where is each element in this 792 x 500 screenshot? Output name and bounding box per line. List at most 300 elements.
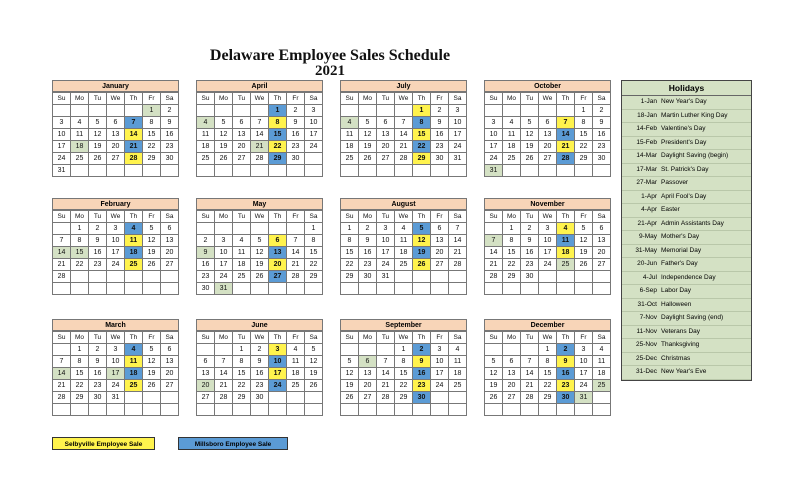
day-cell: 16: [557, 368, 575, 380]
empty-cell: [89, 283, 107, 295]
day-cell: 29: [269, 153, 287, 165]
day-cell: 10: [215, 247, 233, 259]
holiday-row: [622, 353, 751, 367]
day-cell: 25: [233, 271, 251, 283]
weekday-label: Sa: [593, 211, 611, 223]
day-cell: 11: [197, 129, 215, 141]
day-cell: 16: [89, 368, 107, 380]
holiday-row: [622, 164, 751, 178]
day-cell: 4: [593, 344, 611, 356]
holiday-date: 1-Jan: [640, 98, 657, 105]
weekday-label: Mo: [71, 93, 89, 105]
empty-cell: [233, 283, 251, 295]
day-cell: 13: [431, 235, 449, 247]
empty-cell: [395, 165, 413, 177]
day-cell: 18: [503, 141, 521, 153]
day-cell: 3: [107, 344, 125, 356]
day-cell: 19: [305, 368, 323, 380]
holiday-date: 21-Apr: [637, 219, 657, 227]
month-calendar: [340, 319, 467, 416]
empty-cell: [287, 392, 305, 404]
weekday-label: Mo: [359, 93, 377, 105]
day-cell: 15: [575, 129, 593, 141]
empty-cell: [449, 283, 467, 295]
day-cell: 12: [575, 235, 593, 247]
day-cell: 1: [143, 105, 161, 117]
day-cell: 8: [395, 356, 413, 368]
day-cell: 21: [395, 141, 413, 153]
day-cell: 30: [413, 392, 431, 404]
day-cell: 31: [575, 392, 593, 404]
day-cell: 25: [125, 380, 143, 392]
weekday-label: Th: [557, 93, 575, 105]
day-cell: 5: [305, 344, 323, 356]
day-cell: 3: [215, 235, 233, 247]
day-cell: 6: [161, 223, 179, 235]
day-cell: 3: [305, 105, 323, 117]
day-cell: 10: [449, 117, 467, 129]
day-cell: 1: [71, 344, 89, 356]
empty-cell: [107, 105, 125, 117]
empty-cell: [395, 283, 413, 295]
day-cell: 27: [197, 392, 215, 404]
empty-cell: [215, 223, 233, 235]
day-cell: 4: [503, 117, 521, 129]
day-cell: 18: [341, 141, 359, 153]
day-cell: 13: [377, 129, 395, 141]
day-cell: 24: [107, 380, 125, 392]
day-cell: 30: [521, 271, 539, 283]
day-cell: 9: [197, 247, 215, 259]
day-cell: 27: [161, 259, 179, 271]
day-cell: 16: [593, 129, 611, 141]
holiday-name: Daylight Saving (end): [661, 314, 724, 321]
weekday-label: Su: [197, 332, 215, 344]
day-cell: 31: [377, 271, 395, 283]
day-cell: 12: [485, 368, 503, 380]
holiday-name: Valentine's Day: [661, 125, 706, 132]
weekday-label: Sa: [305, 93, 323, 105]
weekday-label: Mo: [71, 332, 89, 344]
empty-cell: [269, 404, 287, 416]
weekday-label: Tu: [521, 211, 539, 223]
weekday-label: Fr: [575, 211, 593, 223]
day-cell: 24: [431, 380, 449, 392]
day-cell: 26: [485, 392, 503, 404]
holiday-date: 27-Mar: [636, 179, 657, 186]
weekday-label: Su: [341, 332, 359, 344]
weekday-label: Mo: [503, 93, 521, 105]
day-cell: 26: [251, 271, 269, 283]
empty-cell: [503, 404, 521, 416]
day-cell: 15: [71, 368, 89, 380]
empty-cell: [377, 105, 395, 117]
empty-cell: [557, 283, 575, 295]
empty-cell: [233, 404, 251, 416]
weekday-label: Mo: [215, 93, 233, 105]
day-cell: 10: [377, 235, 395, 247]
day-cell: 3: [269, 344, 287, 356]
weekday-label: Sa: [449, 93, 467, 105]
holiday-row: [622, 218, 751, 232]
day-cell: 21: [377, 380, 395, 392]
day-cell: 18: [233, 259, 251, 271]
day-cell: 30: [593, 153, 611, 165]
empty-cell: [377, 165, 395, 177]
empty-cell: [503, 283, 521, 295]
weekday-label: Th: [125, 93, 143, 105]
weekday-label: Sa: [161, 211, 179, 223]
day-cell: 21: [287, 259, 305, 271]
day-cell: 10: [305, 117, 323, 129]
empty-cell: [413, 271, 431, 283]
empty-cell: [71, 404, 89, 416]
empty-cell: [539, 404, 557, 416]
day-cell: 26: [215, 153, 233, 165]
day-cell: 12: [251, 247, 269, 259]
day-cell: 15: [269, 129, 287, 141]
day-cell: 19: [485, 380, 503, 392]
day-cell: 9: [89, 235, 107, 247]
empty-cell: [269, 392, 287, 404]
weekday-label: Mo: [503, 211, 521, 223]
empty-cell: [359, 344, 377, 356]
day-cell: 22: [575, 141, 593, 153]
day-cell: 10: [539, 235, 557, 247]
empty-cell: [251, 105, 269, 117]
holiday-name: St. Patrick's Day: [661, 165, 709, 173]
day-cell: 30: [251, 392, 269, 404]
day-cell: 22: [341, 259, 359, 271]
day-cell: 22: [305, 259, 323, 271]
day-cell: 15: [503, 247, 521, 259]
weekday-label: Tu: [89, 211, 107, 223]
weekday-label: Th: [413, 211, 431, 223]
empty-cell: [431, 404, 449, 416]
holiday-row: [622, 204, 751, 218]
weekday-label: Mo: [503, 332, 521, 344]
empty-cell: [53, 105, 71, 117]
empty-cell: [395, 105, 413, 117]
day-cell: 18: [197, 141, 215, 153]
day-cell: 6: [233, 117, 251, 129]
empty-cell: [557, 404, 575, 416]
day-cell: 23: [593, 141, 611, 153]
day-cell: 21: [485, 259, 503, 271]
holiday-row: [622, 231, 751, 245]
day-cell: 27: [233, 153, 251, 165]
weekday-label: Fr: [287, 332, 305, 344]
day-cell: 8: [305, 235, 323, 247]
day-cell: 20: [593, 247, 611, 259]
day-cell: 11: [233, 247, 251, 259]
weekday-label: Su: [341, 211, 359, 223]
weekday-label: We: [107, 93, 125, 105]
empty-cell: [521, 404, 539, 416]
weekday-label: We: [251, 332, 269, 344]
day-cell: 14: [251, 129, 269, 141]
day-cell: 4: [449, 344, 467, 356]
month-header: April: [196, 80, 323, 92]
empty-cell: [125, 105, 143, 117]
empty-cell: [557, 105, 575, 117]
day-cell: 31: [449, 153, 467, 165]
holiday-name: Martin Luther King Day: [661, 111, 728, 119]
day-cell: 13: [197, 368, 215, 380]
empty-cell: [431, 392, 449, 404]
day-cell: 2: [593, 105, 611, 117]
day-cell: 11: [341, 129, 359, 141]
day-cell: 23: [89, 380, 107, 392]
day-cell: 2: [89, 344, 107, 356]
day-cell: 3: [377, 223, 395, 235]
weekday-label: Mo: [215, 332, 233, 344]
weekday-label: Fr: [287, 93, 305, 105]
holiday-date: 20-Jun: [637, 260, 657, 267]
empty-cell: [359, 404, 377, 416]
day-cell: 20: [233, 141, 251, 153]
day-cell: 11: [557, 235, 575, 247]
weekday-label: We: [395, 211, 413, 223]
day-cell: 7: [215, 356, 233, 368]
empty-cell: [395, 271, 413, 283]
day-cell: 21: [521, 380, 539, 392]
empty-cell: [539, 271, 557, 283]
holiday-date: 15-Feb: [636, 138, 657, 146]
day-cell: 24: [575, 380, 593, 392]
holiday-row: [622, 272, 751, 286]
weekday-label: Fr: [143, 211, 161, 223]
month-header: September: [340, 319, 467, 331]
day-cell: 1: [539, 344, 557, 356]
empty-cell: [125, 392, 143, 404]
day-cell: 17: [575, 368, 593, 380]
day-cell: 6: [431, 223, 449, 235]
empty-cell: [431, 165, 449, 177]
empty-cell: [71, 105, 89, 117]
day-cell: 31: [485, 165, 503, 177]
empty-cell: [215, 404, 233, 416]
day-cell: 11: [503, 129, 521, 141]
day-cell: 2: [287, 105, 305, 117]
weekday-label: Fr: [431, 211, 449, 223]
day-cell: 29: [305, 271, 323, 283]
day-cell: 6: [377, 117, 395, 129]
weekday-label: We: [539, 332, 557, 344]
day-cell: 13: [539, 129, 557, 141]
weekday-label: We: [539, 211, 557, 223]
empty-cell: [53, 223, 71, 235]
empty-cell: [305, 392, 323, 404]
day-cell: 5: [251, 235, 269, 247]
holiday-date: 4-Apr: [641, 206, 657, 213]
empty-cell: [557, 271, 575, 283]
day-cell: 20: [431, 247, 449, 259]
day-cell: 7: [53, 235, 71, 247]
day-cell: 28: [53, 271, 71, 283]
day-cell: 17: [485, 141, 503, 153]
holidays-panel: [621, 80, 752, 381]
day-cell: 29: [71, 392, 89, 404]
empty-cell: [197, 165, 215, 177]
weekday-label: Tu: [377, 211, 395, 223]
empty-cell: [521, 344, 539, 356]
day-cell: 14: [53, 368, 71, 380]
weekday-label: Fr: [431, 332, 449, 344]
day-cell: 25: [449, 380, 467, 392]
day-cell: 23: [431, 141, 449, 153]
day-cell: 12: [359, 129, 377, 141]
empty-cell: [215, 344, 233, 356]
day-cell: 19: [89, 141, 107, 153]
day-cell: 25: [287, 380, 305, 392]
day-cell: 4: [395, 223, 413, 235]
day-cell: 10: [575, 356, 593, 368]
day-cell: 29: [233, 392, 251, 404]
day-cell: 15: [341, 247, 359, 259]
holiday-row: [622, 299, 751, 313]
weekday-label: Mo: [215, 211, 233, 223]
day-cell: 8: [575, 117, 593, 129]
day-cell: 23: [89, 259, 107, 271]
day-cell: 23: [161, 141, 179, 153]
day-cell: 19: [251, 259, 269, 271]
weekday-label: Su: [53, 332, 71, 344]
day-cell: 13: [593, 235, 611, 247]
holiday-row: [622, 150, 751, 164]
empty-cell: [413, 404, 431, 416]
day-cell: 28: [557, 153, 575, 165]
day-cell: 17: [539, 247, 557, 259]
holiday-date: 18-Jan: [637, 111, 657, 119]
day-cell: 27: [539, 153, 557, 165]
empty-cell: [197, 344, 215, 356]
empty-cell: [107, 404, 125, 416]
day-cell: 13: [161, 235, 179, 247]
empty-cell: [161, 271, 179, 283]
day-cell: 27: [359, 392, 377, 404]
day-cell: 29: [503, 271, 521, 283]
day-cell: 20: [377, 141, 395, 153]
day-cell: 26: [413, 259, 431, 271]
day-cell: 22: [395, 380, 413, 392]
holiday-name: Independence Day: [661, 273, 716, 281]
day-cell: 3: [53, 117, 71, 129]
empty-cell: [197, 105, 215, 117]
day-cell: 8: [269, 117, 287, 129]
day-cell: 1: [395, 344, 413, 356]
holiday-date: 31-Oct: [637, 300, 657, 308]
day-cell: 4: [197, 117, 215, 129]
day-cell: 9: [557, 356, 575, 368]
day-cell: 15: [71, 247, 89, 259]
empty-cell: [431, 283, 449, 295]
day-cell: 24: [485, 153, 503, 165]
empty-cell: [359, 105, 377, 117]
weekday-label: Tu: [233, 211, 251, 223]
empty-cell: [377, 344, 395, 356]
month-header: January: [52, 80, 179, 92]
empty-cell: [557, 165, 575, 177]
weekday-label: Tu: [89, 332, 107, 344]
weekday-label: Th: [413, 93, 431, 105]
day-cell: 26: [143, 380, 161, 392]
day-cell: 20: [539, 141, 557, 153]
holiday-row: [622, 285, 751, 299]
day-cell: 6: [107, 117, 125, 129]
day-cell: 2: [251, 344, 269, 356]
day-cell: 16: [161, 129, 179, 141]
holiday-row: [622, 110, 751, 124]
day-cell: 31: [107, 392, 125, 404]
day-cell: 17: [53, 141, 71, 153]
day-cell: 9: [287, 117, 305, 129]
day-cell: 1: [503, 223, 521, 235]
empty-cell: [71, 165, 89, 177]
day-cell: 5: [143, 344, 161, 356]
holiday-name: Admin Assistants Day: [661, 219, 724, 227]
empty-cell: [143, 271, 161, 283]
day-cell: 20: [107, 141, 125, 153]
weekday-label: Su: [485, 93, 503, 105]
weekday-label: Fr: [575, 93, 593, 105]
empty-cell: [287, 404, 305, 416]
holiday-date: 17-Mar: [636, 165, 657, 173]
empty-cell: [197, 404, 215, 416]
empty-cell: [575, 165, 593, 177]
day-cell: 14: [449, 235, 467, 247]
weekday-label: Su: [341, 93, 359, 105]
day-cell: 26: [305, 380, 323, 392]
weekday-label: Th: [269, 211, 287, 223]
day-cell: 13: [359, 368, 377, 380]
day-cell: 24: [449, 141, 467, 153]
month-calendar: [196, 198, 323, 295]
day-cell: 10: [485, 129, 503, 141]
day-cell: 11: [593, 356, 611, 368]
day-cell: 28: [485, 271, 503, 283]
weekday-label: Fr: [287, 211, 305, 223]
day-cell: 20: [503, 380, 521, 392]
empty-cell: [521, 105, 539, 117]
day-cell: 18: [287, 368, 305, 380]
day-cell: 16: [287, 129, 305, 141]
day-cell: 5: [215, 117, 233, 129]
weekday-label: Mo: [359, 332, 377, 344]
day-cell: 28: [287, 271, 305, 283]
day-cell: 22: [143, 141, 161, 153]
empty-cell: [287, 283, 305, 295]
holiday-row: [622, 123, 751, 137]
weekday-label: Sa: [593, 332, 611, 344]
day-cell: 5: [89, 117, 107, 129]
day-cell: 6: [197, 356, 215, 368]
day-cell: 11: [125, 235, 143, 247]
day-cell: 24: [305, 141, 323, 153]
holiday-name: Daylight Saving (begin): [661, 152, 729, 159]
month-calendar: [340, 80, 467, 177]
day-cell: 17: [269, 368, 287, 380]
day-cell: 13: [107, 129, 125, 141]
weekday-label: Fr: [143, 93, 161, 105]
day-cell: 22: [269, 141, 287, 153]
day-cell: 4: [71, 117, 89, 129]
weekday-label: Fr: [575, 332, 593, 344]
empty-cell: [413, 283, 431, 295]
day-cell: 2: [431, 105, 449, 117]
weekday-label: Su: [485, 332, 503, 344]
holiday-row: [622, 137, 751, 151]
